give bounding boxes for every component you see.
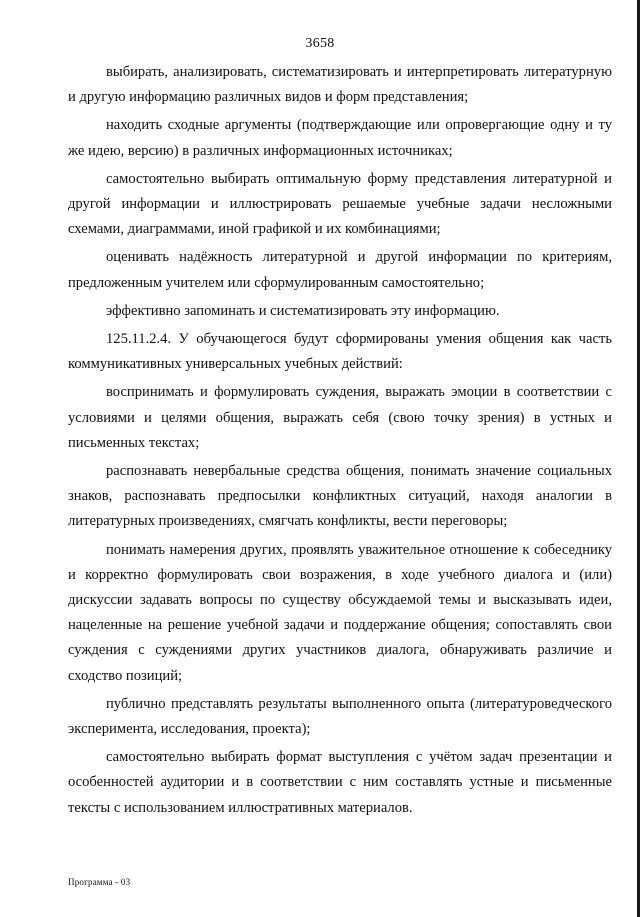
paragraph: воспринимать и формулировать суждения, выражать эмоции в соответствии с условиями и целями общения, выражать себя (свою точку зрения) в устных и письменных текстах; [68, 384, 612, 451]
paragraph: публично представлять результаты выполненного опыта (литературоведческого эксперимента, исследования, проекта); [68, 695, 612, 738]
paragraph: оценивать надёжность литературной и другой информации по критериям, предложенным учителем или сформулированным самостоятельно; [68, 249, 612, 291]
paragraph: распознавать невербальные средства общения, понимать значение социальных знаков, распознавать предпосылки конфликтных ситуаций, находя аналогии в литературных произведениях, смягчать конфликты, вести переговоры; [68, 463, 612, 530]
paragraph: выбирать, анализировать, систематизировать и интерпретировать литературную и другую информацию различных видов и форм представления; [68, 64, 612, 106]
section-heading-paragraph: 125.11.2.4. У обучающегося будут сформированы умения общения как часть коммуникативных универсальных учебных действий: [68, 331, 612, 373]
paragraph: самостоятельно выбирать оптимальную форму представления литературной и другой информации и иллюстрировать решаемые учебные задачи несложными схемами, диаграммами, иной графикой и их комбинациями; [68, 170, 612, 238]
paragraph: находить сходные аргументы (подтверждающие или опровергающие одну и ту же идею, версию) в различных информационных источниках; [68, 117, 612, 159]
document-body [68, 60, 612, 824]
paragraph: эффективно запоминать и систематизировать эту информацию. [106, 302, 500, 319]
paragraph: понимать намерения других, проявлять уважительное отношение к собеседнику и корректно формулировать свои возражения, в ходе учебного диалога и (или) дискуссии задавать вопросы по существу обсуждаемой темы и высказывать идеи, нацеленные на решение учебной задачи и поддержание общения; сопоставлять свои суждения с суждениями других участников диалога, обнаруживать различие и сходство позиций; [68, 541, 612, 684]
paragraph: самостоятельно выбирать формат выступления с учётом задач презентации и особенностей аудитории и в соответствии с ним составлять устные и письменные тексты с использованием иллюстративных материалов. [68, 749, 612, 816]
page-number: 3658 [305, 36, 335, 51]
footer-label: Программа - 03 [68, 877, 131, 887]
